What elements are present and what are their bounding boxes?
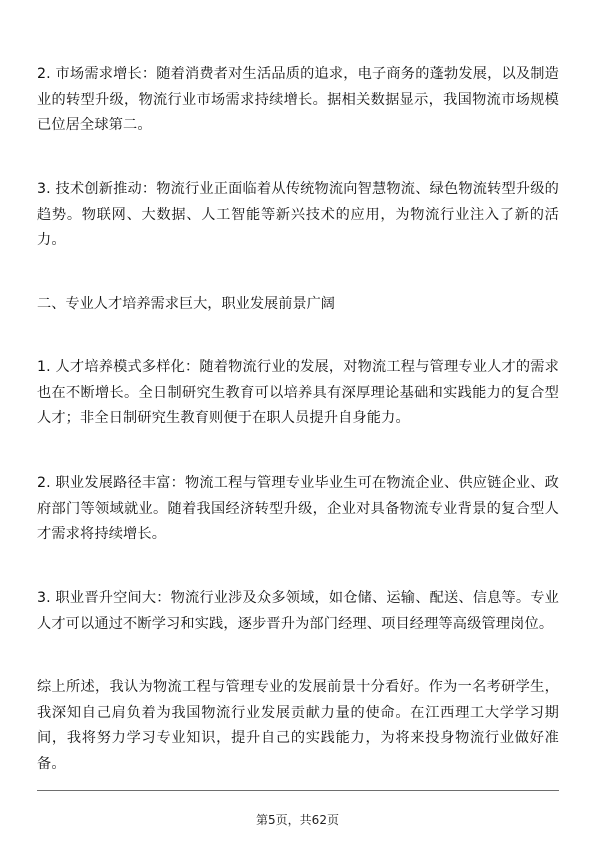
footer-divider: [37, 790, 559, 791]
paragraph-tech-innovation: 3. 技术创新推动：物流行业正面临着从传统物流向智慧物流、绿色物流转型升级的趋势。物联网、大数据、人工智能等新兴技术的应用，为物流行业注入了新的活力。: [37, 181, 559, 248]
paragraph-career-paths: 2. 职业发展路径丰富：物流工程与管理专业毕业生可在物流企业、供应链企业、政府部门等领域就业。随着我国经济转型升级，企业对具备物流专业背景的复合型人才需求将持续增长。: [37, 475, 559, 542]
page-number: 第5页，共62页: [256, 813, 339, 827]
paragraph-market-demand: 2. 市场需求增长：随着消费者对生活品质的追求，电子商务的蓬勃发展，以及制造业的转型升级，物流行业市场需求持续增长。据相关数据显示，我国物流市场规模已位居全球第二。: [37, 66, 559, 133]
section-heading-talent: 二、专业人才培养需求巨大，职业发展前景广阔: [37, 296, 335, 312]
paragraph-talent-models: 1. 人才培养模式多样化：随着物流行业的发展，对物流工程与管理专业人才的需求也在不断增长。全日制研究生教育可以培养具有深厚理论基础和实践能力的复合型人才；非全日制研究生教育则便于在职人员提升自身能力。: [37, 359, 559, 426]
paragraph-promotion-space: 3. 职业晋升空间大：物流行业涉及众多领域，如仓储、运输、配送、信息等。专业人才可以通过不断学习和实践，逐步晋升为部门经理、项目经理等高级管理岗位。: [37, 590, 559, 632]
paragraph-conclusion: 综上所述，我认为物流工程与管理专业的发展前景十分看好。作为一名考研学生，我深知自己肩负着为我国物流行业发展贡献力量的使命。在江西理工大学学习期间，我将努力学习专业知识，提升自己的实践能力，为将来投身物流行业做好准备。: [37, 679, 559, 772]
